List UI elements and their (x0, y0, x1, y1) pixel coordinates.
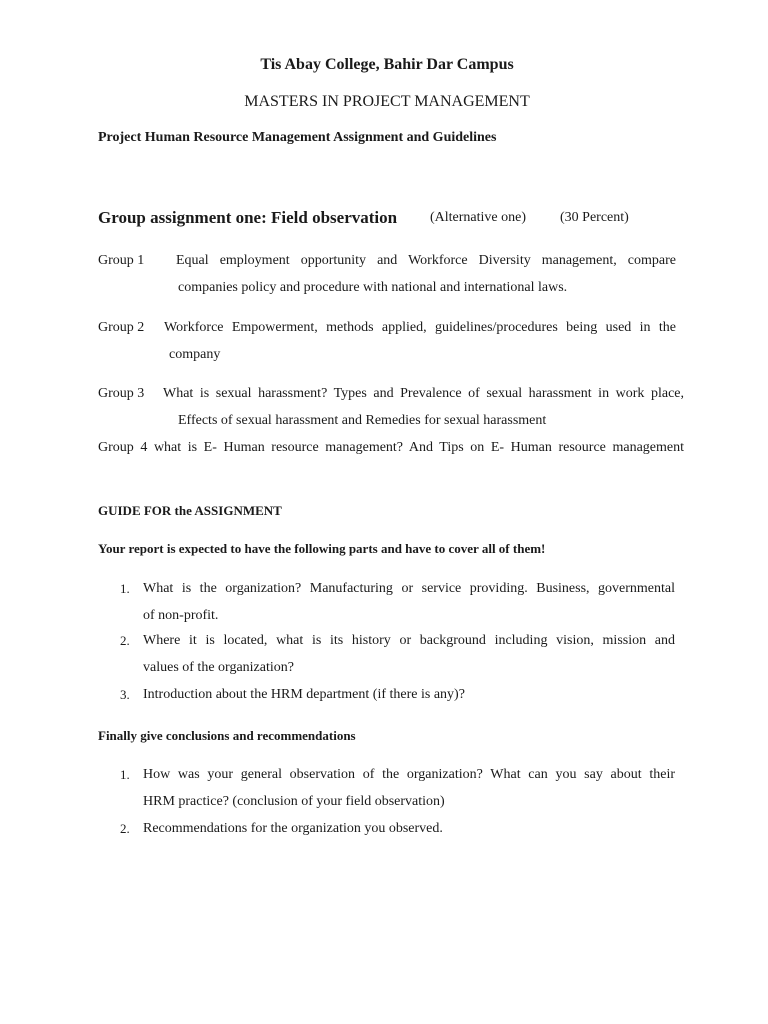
group-topic-line: Equal employment opportunity and Workforce Diversity management, compare (176, 253, 676, 268)
list-item-text: of non-profit. (143, 608, 219, 623)
group-topic-line: companies policy and procedure with national and international laws. (178, 280, 568, 295)
group-topic-line: Effects of sexual harassment and Remedies for sexual harassment (178, 413, 547, 428)
list-item-text: values of the organization? (143, 660, 294, 675)
list-number: 1. (120, 767, 130, 782)
group-label: Group 3 (98, 386, 145, 401)
list-item-text: What is the organization? Manufacturing or service providing. Business, governmental (143, 581, 675, 596)
program-title: MASTERS IN PROJECT MANAGEMENT (244, 93, 530, 110)
report-expectation: Your report is expected to have the following parts and have to cover all of them! (98, 541, 546, 556)
assignment-alternative: (Alternative one) (430, 210, 527, 225)
list-item-text: Introduction about the HRM department (if there is any)? (143, 687, 465, 702)
group-topic-line: company (169, 347, 221, 362)
list-item-text: Recommendations for the organization you observed. (143, 821, 443, 836)
group-label: Group 2 (98, 320, 145, 335)
list-number: 2. (120, 821, 130, 836)
list-number: 2. (120, 633, 130, 648)
list-item-text: How was your general observation of the organization? What can you say about their (143, 767, 675, 782)
group-topic-line: Workforce Empowerment, methods applied, guidelines/procedures being used in the (164, 320, 676, 335)
group-4: Group 4 what is E- Human resource management? And Tips on E- Human resource management (98, 440, 684, 455)
list-item-text: HRM practice? (conclusion of your field observation) (143, 794, 445, 809)
group-label: Group 1 (98, 253, 145, 268)
assignment-percent: (30 Percent) (560, 210, 629, 225)
conclusion-heading: Finally give conclusions and recommendations (98, 728, 356, 743)
group-topic-line: What is sexual harassment? Types and Prevalence of sexual harassment in work place, (163, 386, 684, 401)
guide-heading: GUIDE FOR the ASSIGNMENT (98, 503, 282, 518)
list-item-text: Where it is located, what is its history or background including vision, mission and (143, 633, 675, 648)
list-number: 1. (120, 581, 130, 596)
document-subtitle: Project Human Resource Management Assignment and Guidelines (98, 130, 497, 145)
college-name: Tis Abay College, Bahir Dar Campus (260, 56, 514, 73)
list-number: 3. (120, 687, 130, 702)
assignment-heading: Group assignment one: Field observation (98, 208, 398, 227)
